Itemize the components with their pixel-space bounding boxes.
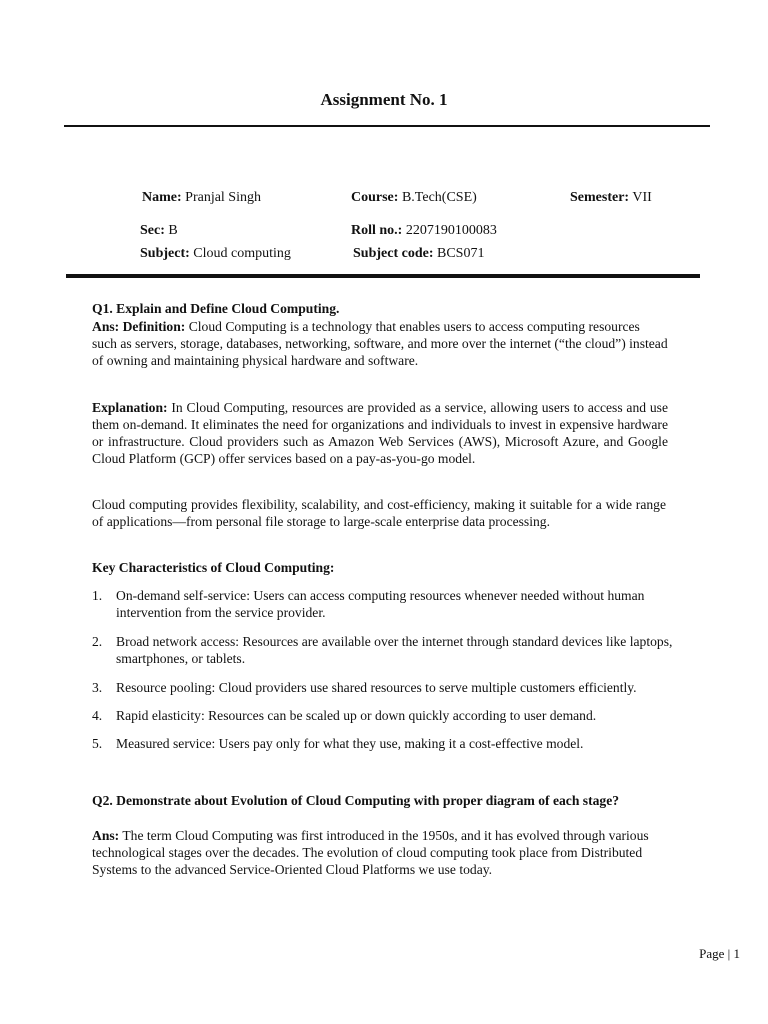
characteristics-heading: Key Characteristics of Cloud Computing:: [92, 560, 335, 575]
question-2: Q2. Demonstrate about Evolution of Cloud Computing with proper diagram of each stage?: [92, 793, 620, 808]
characteristics-list: 1. On-demand self-service: Users can access computing resources whenever needed without human intervention from the service provider. 2. Broad network access: Resources are available over the internet through standard devices like laptops, smartphones, or tablets. 3. Resource pooling: Cloud providers use shared resources to serve multiple customers efficiently. 4. Rapid elasticity: Resources can be scaled up or down quickly according to user demand. 5. Measured service: Users pay only for what they use, making it a cost-effective model.: [92, 588, 673, 751]
title-divider: [64, 125, 710, 127]
page-number: Page | 1: [699, 946, 740, 961]
section: Sec: B: [140, 223, 178, 238]
q1-definition: Ans: Definition: Cloud Computing is a technology that enables users to access computing resources such as servers, storage, databases, networking, software, and more over the internet (“the cloud”) instead of owning and maintaining physical hardware and software.: [92, 319, 668, 368]
question-1: Q1. Explain and Define Cloud Computing.: [92, 301, 340, 316]
student-name: Name: Pranjal Singh: [142, 190, 261, 205]
page-title: Assignment No. 1: [320, 90, 448, 109]
semester: Semester: VII: [570, 190, 652, 205]
q2-answer: Ans: The term Cloud Computing was first introduced in the 1950s, and it has evolved through various technological stages over the decades. The evolution of cloud computing took place from Distributed Systems to the advanced Service-Oriented Cloud Platforms we use today.: [92, 828, 649, 877]
q1-paragraph-2: Cloud computing provides flexibility, scalability, and cost-efficiency, making it suitable for a wide range of applications—from personal file storage to large-scale enterprise data processing.: [92, 497, 666, 529]
roll-number: Roll no.: 2207190100083: [351, 223, 497, 238]
subject-code: Subject code: BCS071: [353, 246, 485, 261]
header-divider: [66, 274, 700, 278]
q1-explanation: Explanation: In Cloud Computing, resources are provided as a service, allowing users to access and use them on-demand. It eliminates the need for organizations and individuals to invest in expensive hardware or infrastructure. Cloud providers such as Amazon Web Services (AWS), Microsoft Azure, and Google Cloud Platform (GCP) offer services based on a pay-as-you-go model.: [92, 400, 669, 466]
course: Course: B.Tech(CSE): [351, 190, 477, 205]
subject: Subject: Cloud computing: [140, 246, 291, 261]
